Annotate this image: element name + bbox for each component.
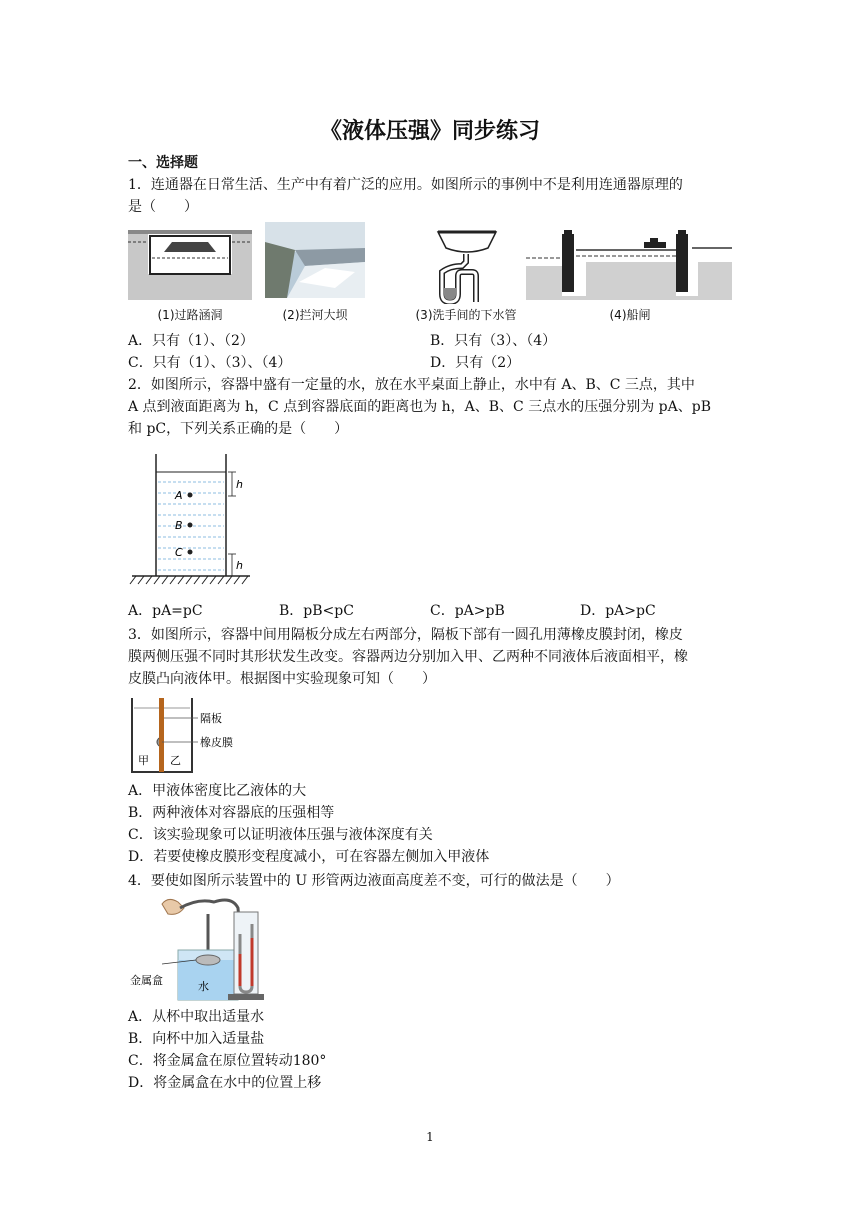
liquid-yi-label: 乙 bbox=[170, 754, 181, 767]
q1-option-d[interactable]: D．只有（2） bbox=[430, 355, 521, 371]
caption-ship-lock: (4)船闸 bbox=[609, 308, 651, 322]
membrane-label: 橡皮膜 bbox=[200, 736, 233, 749]
caption-drain: (3)洗手间的下水管 bbox=[415, 308, 517, 322]
q4-option-d[interactable]: D．将金属盒在水中的位置上移 bbox=[128, 1075, 322, 1091]
caption-dam: (2)拦河大坝 bbox=[282, 308, 348, 322]
liquid-jia-label: 甲 bbox=[138, 754, 149, 767]
q1-stem-line2: 是（ ） bbox=[128, 199, 198, 215]
q1-option-a[interactable]: A．只有（1）、（2） bbox=[128, 333, 254, 349]
point-b-label: B bbox=[175, 519, 183, 532]
q1-stem-line1: 1．连通器在日常生活、生产中有着广泛的应用。如图所示的事例中不是利用连通器原理的 bbox=[128, 177, 683, 193]
point-c-label: C bbox=[175, 546, 183, 559]
caption-culvert: (1)过路涵洞 bbox=[157, 308, 223, 322]
q4-stem-line1: 4．要使如图所示装置中的 U 形管两边液面高度差不变，可行的做法是（ ） bbox=[128, 873, 620, 889]
q2-option-d[interactable]: D．pA>pC bbox=[580, 603, 656, 619]
ship-lock-figure bbox=[526, 222, 732, 300]
point-a-label: A bbox=[175, 489, 183, 502]
q2-stem-line2: A 点到液面距离为 h，C 点到容器底面的距离也为 h，A、B、C 三点水的压强分别为 pA、pB bbox=[128, 399, 711, 415]
q1-option-b[interactable]: B．只有（3）、（4） bbox=[430, 333, 557, 349]
q2-option-c[interactable]: C．pA>pB bbox=[430, 603, 505, 619]
q3-option-c[interactable]: C．该实验现象可以证明液体压强与液体深度有关 bbox=[128, 827, 433, 843]
partition-label: 隔板 bbox=[200, 712, 222, 725]
dam-photo bbox=[265, 222, 365, 298]
q2-option-a[interactable]: A．pA=pC bbox=[128, 603, 203, 619]
q2-stem-line1: 2．如图所示，容器中盛有一定量的水，放在水平桌面上静止，水中有 A、B、C 三点，其中 bbox=[128, 377, 695, 393]
partition-container-figure bbox=[128, 694, 240, 776]
q3-option-a[interactable]: A．甲液体密度比乙液体的大 bbox=[128, 783, 307, 799]
q3-stem-line2: 膜两侧压强不同时其形状发生改变。容器两边分别加入甲、乙两种不同液体后液面相平，橡 bbox=[128, 649, 688, 665]
q2-option-b[interactable]: B．pB<pC bbox=[279, 603, 354, 619]
q3-stem-line3: 皮膜凸向液体甲。根据图中实验现象可知（ ） bbox=[128, 671, 436, 687]
q3-option-b[interactable]: B．两种液体对容器底的压强相等 bbox=[128, 805, 335, 821]
q3-stem-line1: 3．如图所示，容器中间用隔板分成左右两部分，隔板下部有一圆孔用薄橡皮膜封闭，橡皮 bbox=[128, 627, 683, 643]
page-title: 《液体压强》同步练习 bbox=[319, 119, 540, 144]
section-heading: 一、选择题 bbox=[128, 155, 198, 171]
h-bottom-label: h bbox=[236, 559, 243, 572]
water-container-figure bbox=[128, 450, 254, 590]
q3-option-d[interactable]: D．若要使橡皮膜形变程度减小，可在容器左侧加入甲液体 bbox=[128, 849, 490, 865]
q1-option-c[interactable]: C．只有（1）、（3）、（4） bbox=[128, 355, 292, 371]
drain-pipe-figure bbox=[432, 222, 502, 304]
q2-stem-line3: 和 pC，下列关系正确的是（ ） bbox=[128, 421, 349, 437]
metal-box-label: 金属盒 bbox=[130, 974, 163, 987]
q4-option-a[interactable]: A．从杯中取出适量水 bbox=[128, 1009, 265, 1025]
q4-option-b[interactable]: B．向杯中加入适量盐 bbox=[128, 1031, 265, 1047]
page-number: 1 bbox=[426, 1130, 434, 1144]
manometer-figure bbox=[128, 894, 268, 1002]
q4-option-c[interactable]: C．将金属盒在原位置转动180° bbox=[128, 1053, 327, 1069]
h-top-label: h bbox=[236, 478, 243, 491]
water-label: 水 bbox=[198, 980, 209, 993]
culvert-figure bbox=[128, 222, 252, 300]
